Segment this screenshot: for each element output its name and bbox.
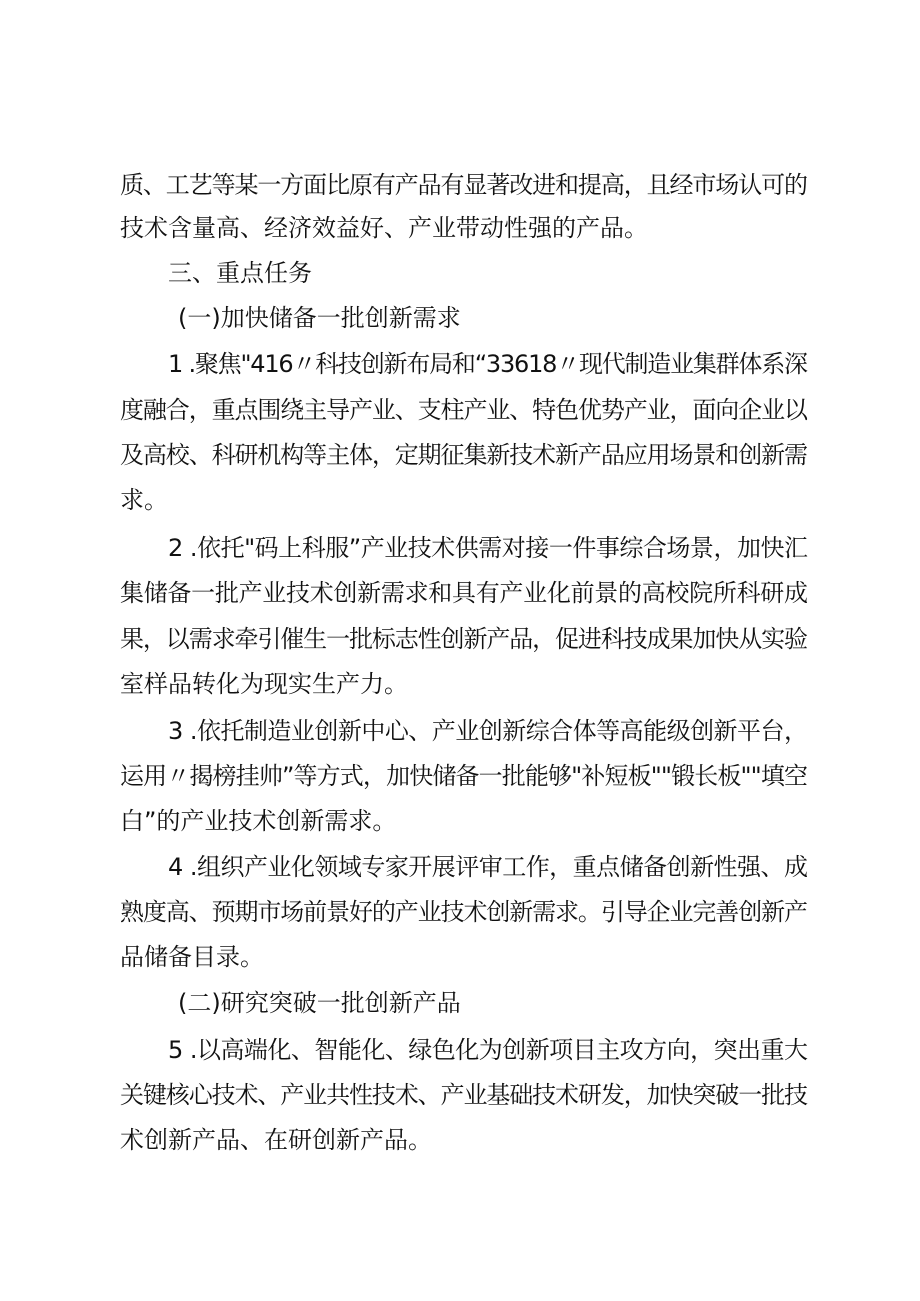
list-item-5-line: 关键核心技术、产业共性技术、产业基础技术研发，加快突破一批技 xyxy=(120,1081,807,1109)
body-text-line: 技术含量高、经济效益好、产业带动性强的产品。 xyxy=(120,214,648,242)
subsection-heading: (二)研究突破一批创新产品 xyxy=(178,989,461,1017)
section-heading: 三、重点任务 xyxy=(168,259,312,287)
list-item-1-line: 1 .聚焦"416〃科技创新布局和“33618〃现代制造业集群体系深 xyxy=(168,350,807,378)
list-item-3-line: 白”的产业技术创新需求。 xyxy=(120,807,397,835)
list-item-3-line: 3 .依托制造业创新中心、产业创新综合体等高能级创新平台， xyxy=(168,717,808,745)
body-text-line: 质、工艺等某一方面比原有产品有显著改进和提高，且经市场认可的 xyxy=(120,171,807,199)
list-item-2-line: 果，以需求牵引催生一批标志性创新产品，促进科技成果加快从实验 xyxy=(120,625,807,653)
list-item-4-line: 熟度高、预期市场前景好的产业技术创新需求。引导企业完善创新产 xyxy=(120,898,807,926)
list-item-4-line: 品储备目录。 xyxy=(120,943,264,971)
subsection-heading: (一)加快储备一批创新需求 xyxy=(178,304,461,332)
list-item-1-line: 及高校、科研机构等主体，定期征集新技术新产品应用场景和创新需 xyxy=(120,441,807,469)
list-item-5-line: 术创新产品、在研创新产品。 xyxy=(120,1126,432,1154)
list-item-1-line: 求。 xyxy=(120,486,168,514)
list-item-1-line: 度融合，重点围绕主导产业、支柱产业、特色优势产业，面向企业以 xyxy=(120,396,807,424)
list-item-2-line: 室样品转化为现实生产力。 xyxy=(120,670,408,698)
list-item-5-line: 5 .以高端化、智能化、绿色化为创新项目主攻方向，突出重大 xyxy=(168,1036,808,1064)
list-item-3-line: 运用〃揭榜挂帅”等方式，加快储备一批能够"补短板""锻长板""填空 xyxy=(120,762,808,790)
list-item-2-line: 2 .依托"码上科服”产业技术供需对接一件事综合场景，加快汇 xyxy=(168,534,808,562)
list-item-2-line: 集储备一批产业技术创新需求和具有产业化前景的高校院所科研成 xyxy=(120,579,808,607)
list-item-4-line: 4 .组织产业化领域专家开展评审工作，重点储备创新性强、成 xyxy=(168,853,808,881)
